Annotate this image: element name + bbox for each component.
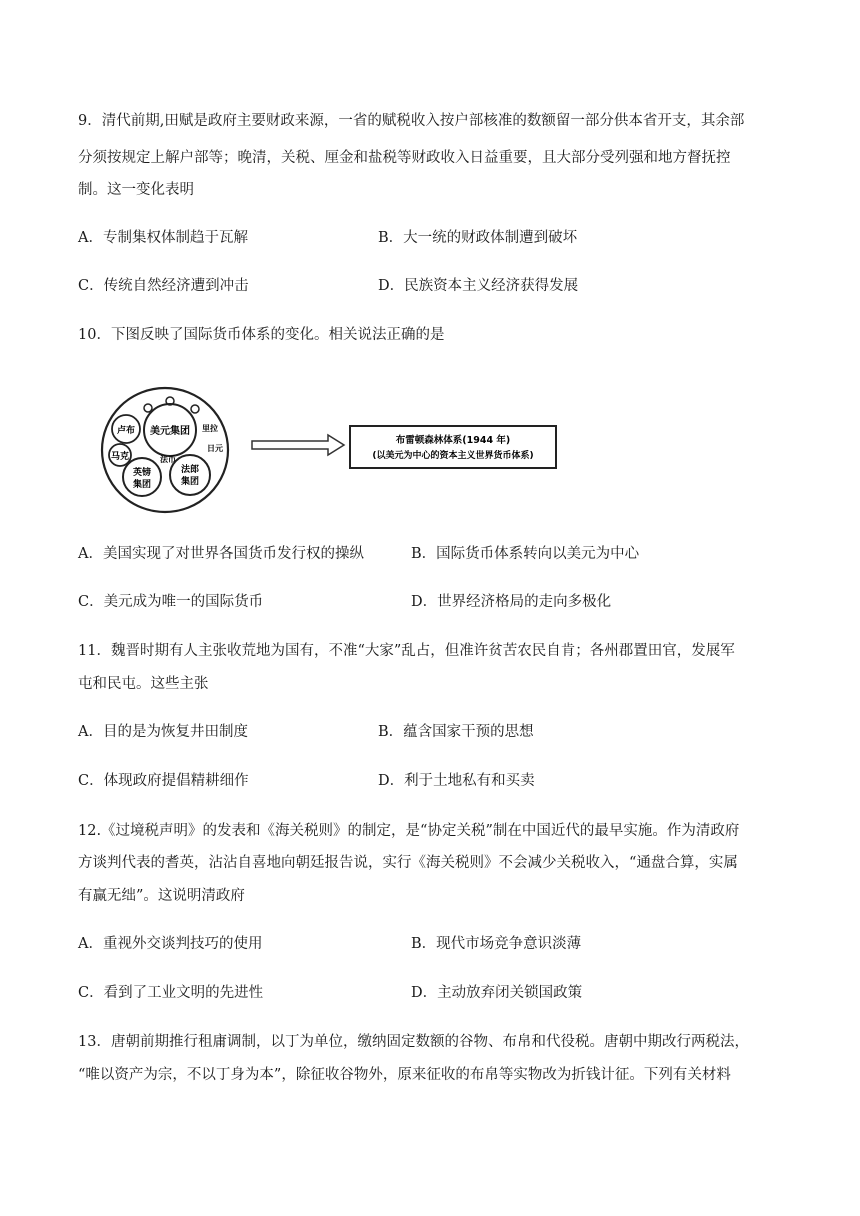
q12-option-b[interactable]: B．现代市场竞争意识淡薄 — [411, 936, 582, 952]
q12-line-1: 12.《过境税声明》的发表和《海关税则》的制定，是“协定关税”制在中国近代的最早实施。作为清政府 — [78, 823, 740, 839]
box-line-2: (以美元为中心的资本主义世界货币体系) — [372, 451, 534, 461]
franc-group-label-1: 法郎 — [180, 465, 200, 475]
q11-option-a[interactable]: A．目的是为恢复井田制度 — [78, 724, 248, 740]
q10-option-d[interactable]: D．世界经济格局的走向多极化 — [411, 594, 612, 610]
q9-option-c[interactable]: C．传统自然经济遭到冲击 — [78, 278, 249, 294]
q12-line-3: 有赢无绌”。这说明清政府 — [78, 888, 245, 904]
yen-label: 日元 — [207, 444, 223, 453]
box-line-1: 布雷顿森林体系(1944 年) — [395, 435, 511, 446]
q11-option-c[interactable]: C．体现政府提倡精耕细作 — [78, 773, 249, 789]
q11-line-2: 屯和民屯。这些主张 — [78, 676, 209, 692]
figure-svg — [100, 385, 570, 515]
arrow-icon — [252, 435, 344, 455]
q13-line-1: 13．唐朝前期推行租庸调制，以丁为单位，缴纳固定数额的谷物、布帛和代役税。唐朝中期改行两税法， — [78, 1034, 749, 1050]
franc-group-circle — [170, 455, 210, 495]
mark-label: 马克 — [110, 452, 130, 462]
q10-line-1: 10．下图反映了国际货币体系的变化。相关说法正确的是 — [78, 327, 445, 343]
q10-option-c[interactable]: C．美元成为唯一的国际货币 — [78, 594, 264, 610]
q12-option-c[interactable]: C．看到了工业文明的先进性 — [78, 985, 264, 1001]
q11-option-b[interactable]: B．蕴含国家干预的思想 — [378, 724, 534, 740]
q11-line-1: 11．魏晋时期有人主张收荒地为国有，不准“大家”乱占，但准许贫苦农民自肯；各州郡置田官，发展军 — [78, 643, 735, 659]
q9-option-b[interactable]: B．大一统的财政体制遭到破坏 — [378, 230, 578, 246]
pound-group-label-1: 英镑 — [132, 468, 152, 478]
q9-line-3: 制。这一变化表明 — [78, 182, 194, 198]
dollar-group-label: 美元集团 — [150, 426, 190, 437]
q10-option-b[interactable]: B．国际货币体系转向以美元为中心 — [411, 546, 640, 562]
pound-group-label-2: 集团 — [132, 480, 152, 490]
q9-option-a[interactable]: A．专制集权体制趋于瓦解 — [78, 230, 248, 246]
franc-group-label-2: 集团 — [180, 477, 200, 487]
lira-label: 里拉 — [202, 424, 218, 433]
q10-option-a[interactable]: A．美国实现了对世界各国货币发行权的操纵 — [78, 546, 364, 562]
small-circle-1 — [144, 404, 152, 412]
bretton-woods-box — [350, 426, 556, 468]
q13-line-2: “唯以资产为宗，不以丁身为本”，除征收谷物外，原来征收的布帛等实物改为折钱计征。下列有关材料 — [78, 1067, 731, 1083]
q12-option-d[interactable]: D．主动放弃闭关锁国政策 — [411, 985, 583, 1001]
q12-line-2: 方谈判代表的耆英，沾沾自喜地向朝廷报告说，实行《海关税则》不会减少关税收入，“通盘合算，实属 — [78, 855, 738, 871]
q11-option-d[interactable]: D．利于土地私有和买卖 — [378, 773, 535, 789]
q9-line-2: 分须按规定上解户部等；晚清，关税、厘金和盐税等财政收入日益重要，且大部分受列强和地方督抚控 — [78, 150, 731, 166]
currency-system-figure — [100, 385, 570, 515]
small-circle-3 — [191, 405, 199, 413]
q12-option-a[interactable]: A．重视外交谈判技巧的使用 — [78, 936, 263, 952]
q9-line-1: 9．清代前期,田赋是政府主要财政来源，一省的赋税收入按户部核准的数额留一部分供本省开支，其余部 — [78, 113, 745, 129]
ruble-label: 卢布 — [116, 426, 136, 436]
fabi-label: 法币 — [160, 455, 176, 464]
q9-option-d[interactable]: D．民族资本主义经济获得发展 — [378, 278, 579, 294]
